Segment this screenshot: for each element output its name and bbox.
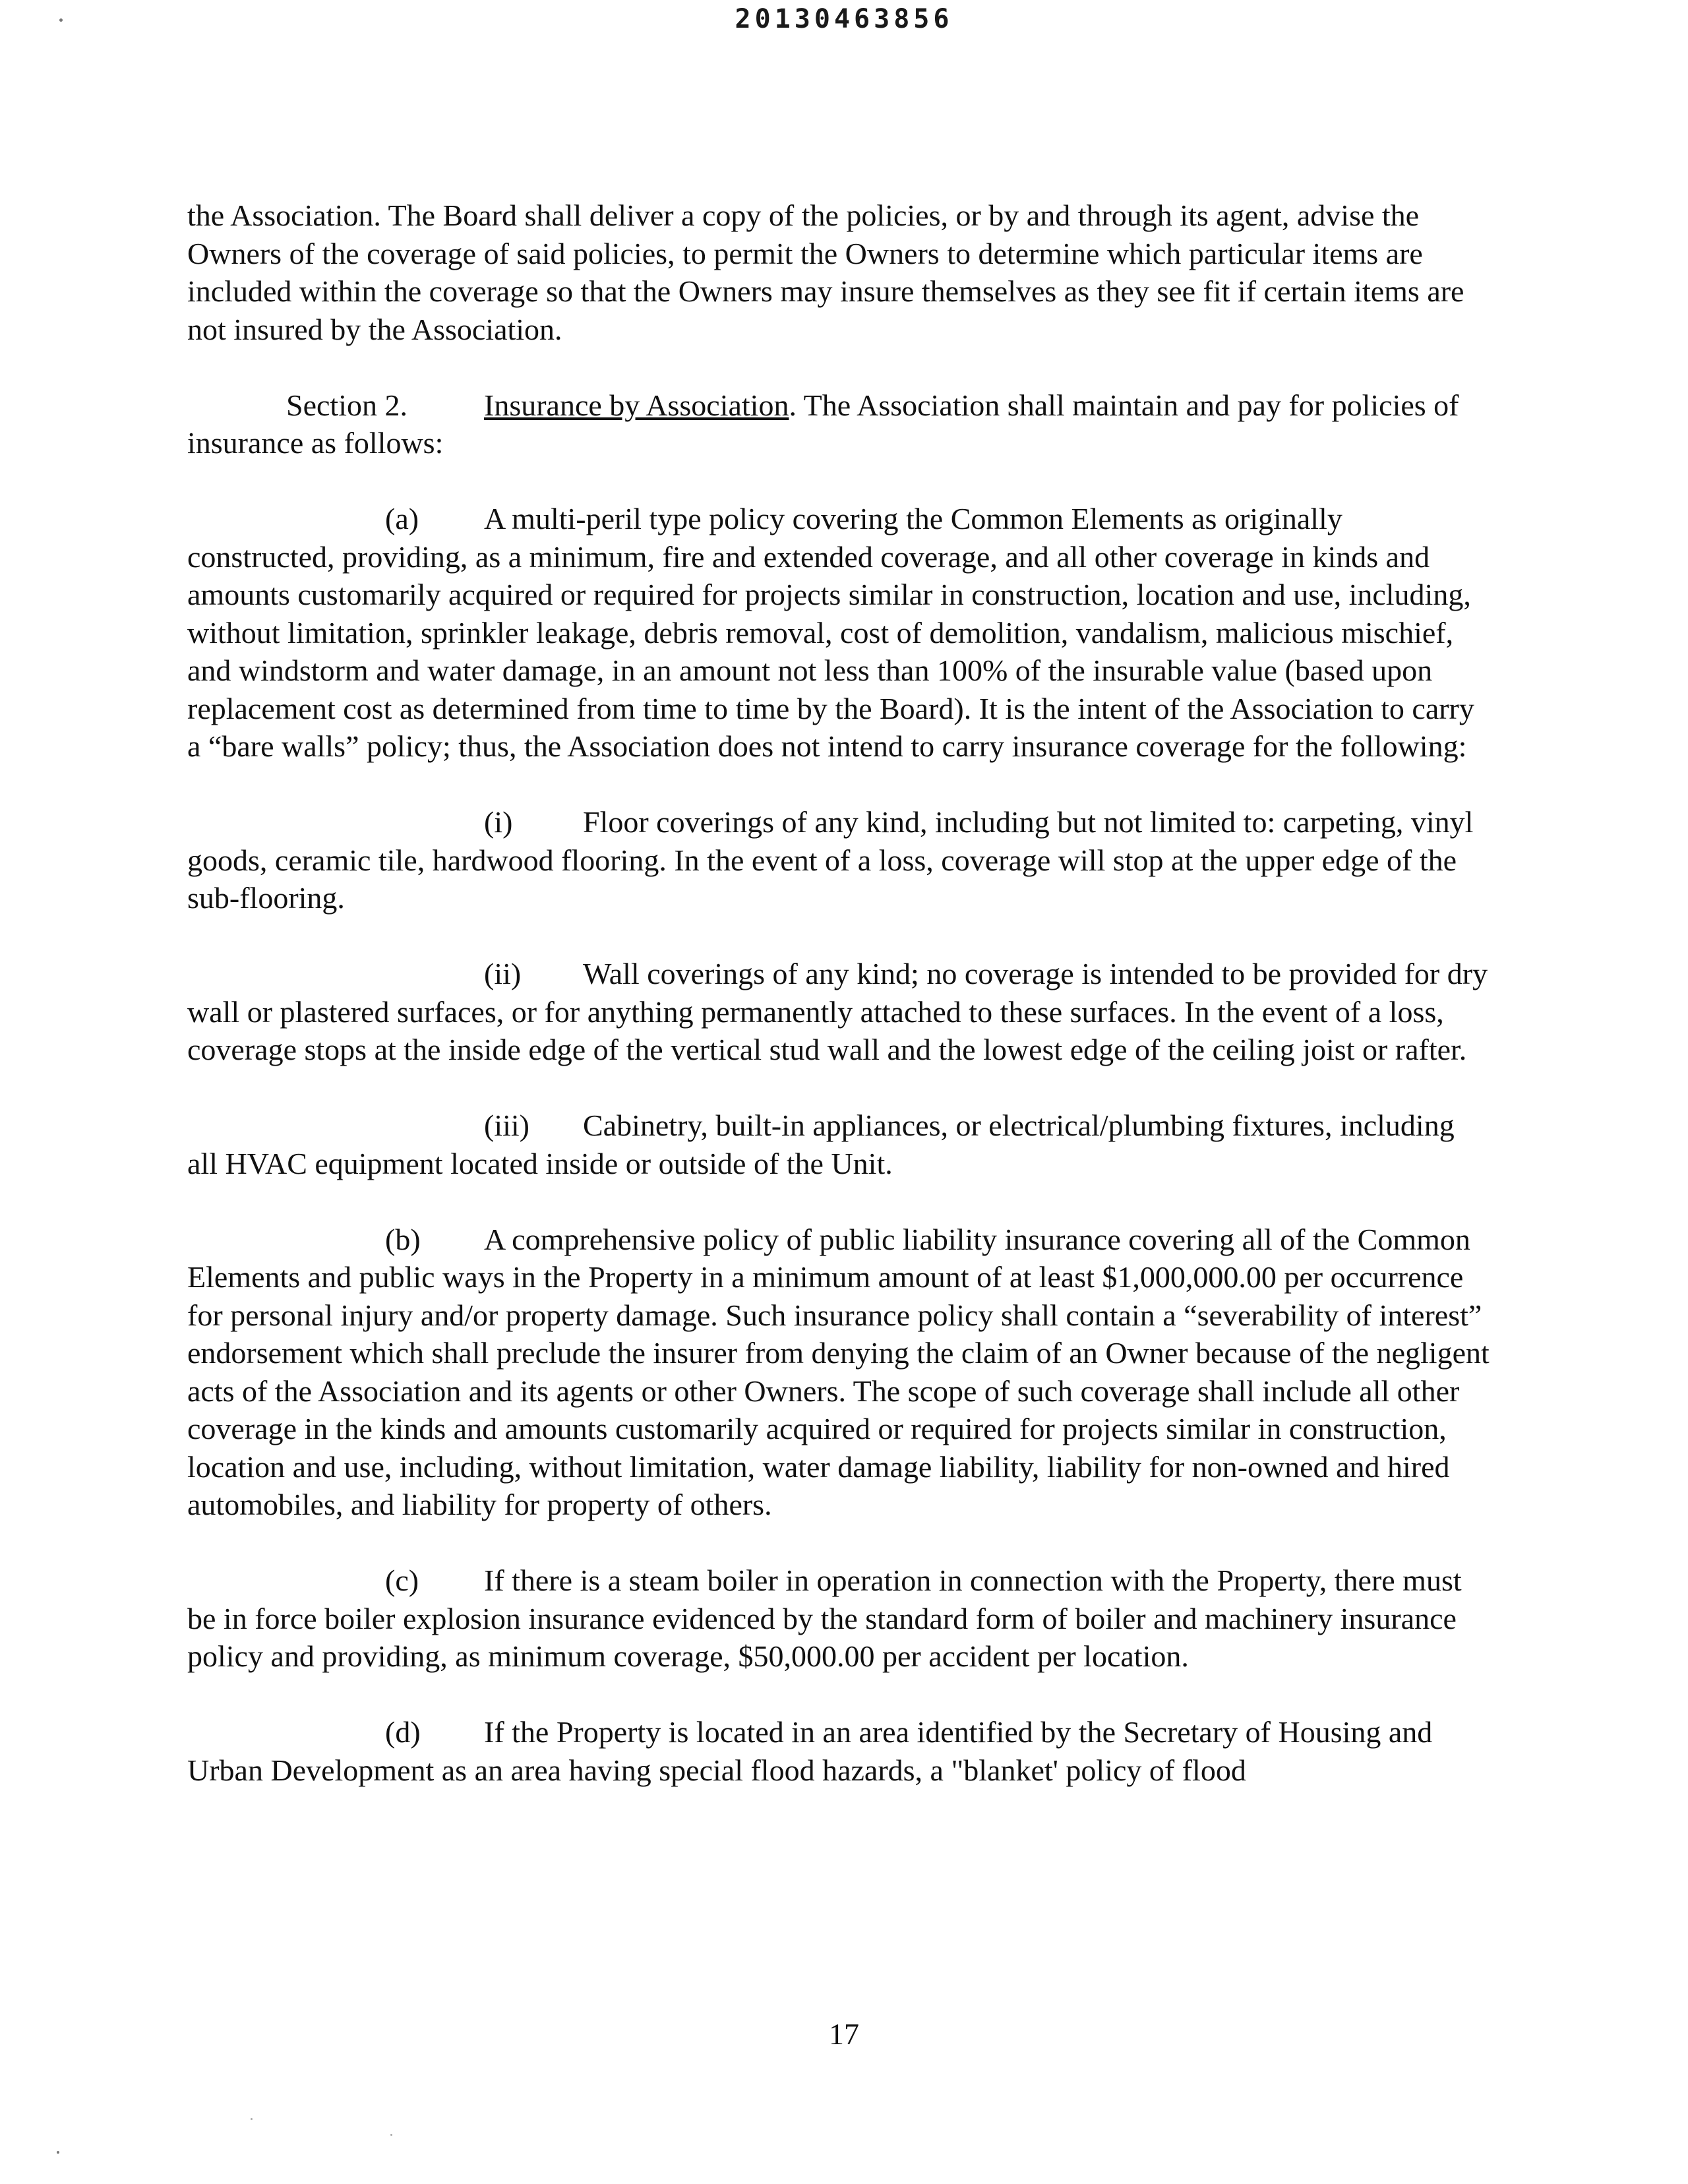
section-heading: Insurance by Association bbox=[484, 388, 789, 422]
paragraph-text: the Association. The Board shall deliver a copy of the policies, or by and through its agent, advise the Owners of the coverage of said policies, to permit the Owners to determine which particular items are included within the coverage so that the Owners may insure themselves as they see fit if certain items are not insured by the Association. bbox=[187, 198, 1464, 346]
paragraph-text: Cabinetry, built-in appliances, or electrical/plumbing fixtures, including all HVAC equipment located inside or outside of the Unit. bbox=[187, 1108, 1455, 1180]
paragraph-b bbox=[187, 1221, 1490, 1524]
list-marker: (c) bbox=[385, 1563, 419, 1597]
section-2-paragraph bbox=[187, 386, 1490, 462]
paragraph-text: If there is a steam boiler in operation in connection with the Property, there must be in force boiler explosion insurance evidenced by the standard form of boiler and machinery insurance policy and providing, as minimum coverage, $50,000.00 per accident per location. bbox=[187, 1563, 1462, 1673]
paragraph-a bbox=[187, 500, 1490, 766]
paragraph-text: Wall coverings of any kind; no coverage is intended to be provided for dry wall or plastered surfaces, or for anything permanently attached to these surfaces. In the event of a loss, coverage stops at the inside edge of the vertical stud wall and the lowest edge of the ceiling joist or rafter. bbox=[187, 957, 1488, 1066]
list-marker: (b) bbox=[385, 1222, 421, 1256]
paragraph-c bbox=[187, 1562, 1490, 1676]
list-marker: (ii) bbox=[484, 957, 522, 990]
list-marker: (iii) bbox=[484, 1108, 529, 1142]
document-number: 20130463856 bbox=[735, 4, 953, 34]
list-marker: (a) bbox=[385, 502, 419, 535]
scan-speck bbox=[57, 2151, 59, 2154]
paragraph-text: A comprehensive policy of public liability insurance covering all of the Common Elements and public ways in the Property in a minimum amount of at least $1,000,000.00 per occurrence for personal injury and/or property damage. Such insurance policy shall contain a “severability of interest” endorsement which shall preclude the insurer from denying the claim of an Owner because of the negligent acts of the Association and its agents or other Owners. The scope of such coverage shall include all other coverage in the kinds and amounts customarily acquired or required for projects similar in construction, location and use, including, without limitation, water damage liability, liability for non-owned and hired automobiles, and liability for property of others. bbox=[187, 1222, 1490, 1521]
document-body bbox=[187, 197, 1490, 1827]
scan-speck bbox=[251, 2118, 253, 2120]
paragraph-text: A multi-peril type policy covering the Common Elements as originally constructed, providing, as a minimum, fire and extended coverage, and all other coverage in kinds and amounts customarily acquired or required for projects similar in construction, location and use, including, without limitation, sprinkler leakage, debris removal, cost of demolition, vandalism, malicious mischief, and windstorm and water damage, in an amount not less than 100% of the insurable value (based upon replacement cost as determined from time to time by the Board). It is the intent of the Association to carry a “bare walls” policy; thus, the Association does not intend to carry insurance coverage for the following: bbox=[187, 502, 1474, 763]
paragraph-text: . The Association shall maintain and pay for policies of insurance as follows: bbox=[187, 388, 1459, 460]
list-marker: (d) bbox=[385, 1715, 421, 1749]
paragraph-text: Floor coverings of any kind, including but not limited to: carpeting, vinyl goods, ceramic tile, hardwood flooring. In the event of a loss, coverage will stop at the upper edge of the sub-flooring. bbox=[187, 805, 1474, 915]
paragraph-d bbox=[187, 1713, 1490, 1789]
section-label: Section 2. bbox=[286, 388, 407, 422]
paragraph-text: If the Property is located in an area identified by the Secretary of Housing and Urban Development as an area having special flood hazards, a "blanket' policy of flood bbox=[187, 1715, 1433, 1787]
list-marker: (i) bbox=[484, 805, 513, 839]
page-number: 17 bbox=[829, 2017, 859, 2051]
scan-speck bbox=[390, 2134, 392, 2136]
paragraph-continuation bbox=[187, 197, 1490, 348]
scan-speck bbox=[59, 18, 63, 22]
paragraph-i bbox=[187, 803, 1490, 917]
paragraph-ii bbox=[187, 955, 1490, 1069]
paragraph-iii bbox=[187, 1107, 1490, 1182]
